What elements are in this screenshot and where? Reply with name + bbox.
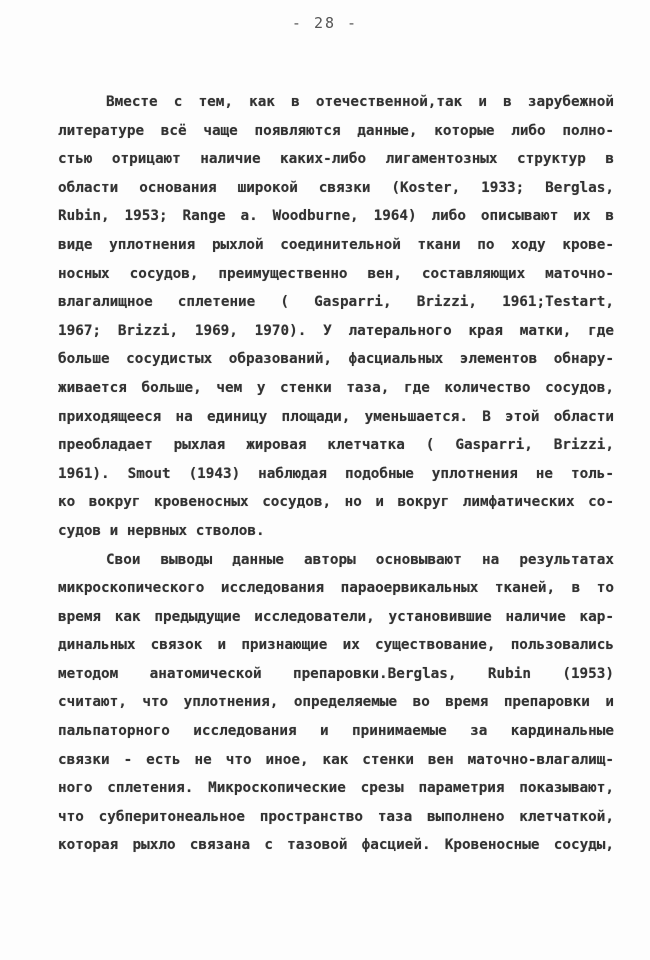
text-line: носных сосудов, преимущественно вен, составляющих маточно- bbox=[58, 265, 614, 282]
page-number: - 28 - bbox=[291, 14, 359, 32]
text-line: связки - есть не что иное, как стенки вен маточно-влагалищ- bbox=[58, 751, 614, 768]
text-line: ного сплетения. Микроскопические срезы параметрия показывают, bbox=[58, 780, 614, 797]
text-line: живается больше, чем у стенки таза, где количество сосудов, bbox=[58, 379, 614, 396]
text-line: судов и нервных стволов. bbox=[58, 522, 265, 539]
text-line: стью отрицают наличие каких-либо лигаментозных структур в bbox=[58, 151, 614, 168]
text-line: время как предыдущие исследователи, установившие наличие кар- bbox=[58, 608, 614, 625]
text-line: которая рыхло связана с тазовой фасцией. Кровеносные сосуды, bbox=[58, 837, 614, 854]
text-line: Свои выводы данные авторы основывают на результатах bbox=[106, 551, 614, 568]
text-line: влагалищное сплетение ( Gasparri, Brizzi, 1961;Testart, bbox=[58, 294, 614, 311]
text-line: больше сосудистых образований, фасциальных элементов обнару- bbox=[58, 351, 614, 368]
text-line: 1961). Smout (1943) наблюдая подобные уплотнения не толь- bbox=[58, 465, 614, 482]
text-line: пальпаторного исследования и принимаемые за кардинальные bbox=[58, 723, 614, 740]
text-line: приходящееся на единицу площади, уменьшается. В этой области bbox=[58, 408, 614, 425]
text-line: считают, что уплотнения, определяемые во время препаровки и bbox=[58, 694, 614, 711]
body-text bbox=[58, 88, 614, 860]
text-line: микроскопического исследования параоервикальных тканей, в то bbox=[58, 580, 614, 597]
text-line: области основания широкой связки (Koster, 1933; Berglas, bbox=[58, 179, 614, 196]
text-line: методом анатомической препаровки.Berglas, Rubin (1953) bbox=[58, 665, 614, 682]
text-line: динальных связок и признающие их существование, пользовались bbox=[58, 637, 614, 654]
paragraph-2 bbox=[58, 546, 614, 861]
text-line: литературе всё чаще появляются данные, которые либо полно- bbox=[58, 122, 614, 139]
text-line: что субперитонеальное пространство таза выполнено клетчаткой, bbox=[58, 808, 614, 825]
text-line: 1967; Brizzi, 1969, 1970). У латерального края матки, где bbox=[58, 322, 614, 339]
text-line: преобладает рыхлая жировая клетчатка ( Gasparri, Brizzi, bbox=[58, 437, 614, 454]
text-line: виде уплотнения рыхлой соединительной ткани по ходу крове- bbox=[58, 236, 614, 253]
text-line: Вместе с тем, как в отечественной,так и в зарубежной bbox=[106, 94, 614, 110]
text-line: ко вокруг кровеносных сосудов, но и вокруг лимфатических со- bbox=[58, 494, 614, 511]
text-line: Rubin, 1953; Range a. Woodburne, 1964) либо описывают их в bbox=[58, 208, 614, 225]
paragraph-1 bbox=[58, 88, 614, 546]
